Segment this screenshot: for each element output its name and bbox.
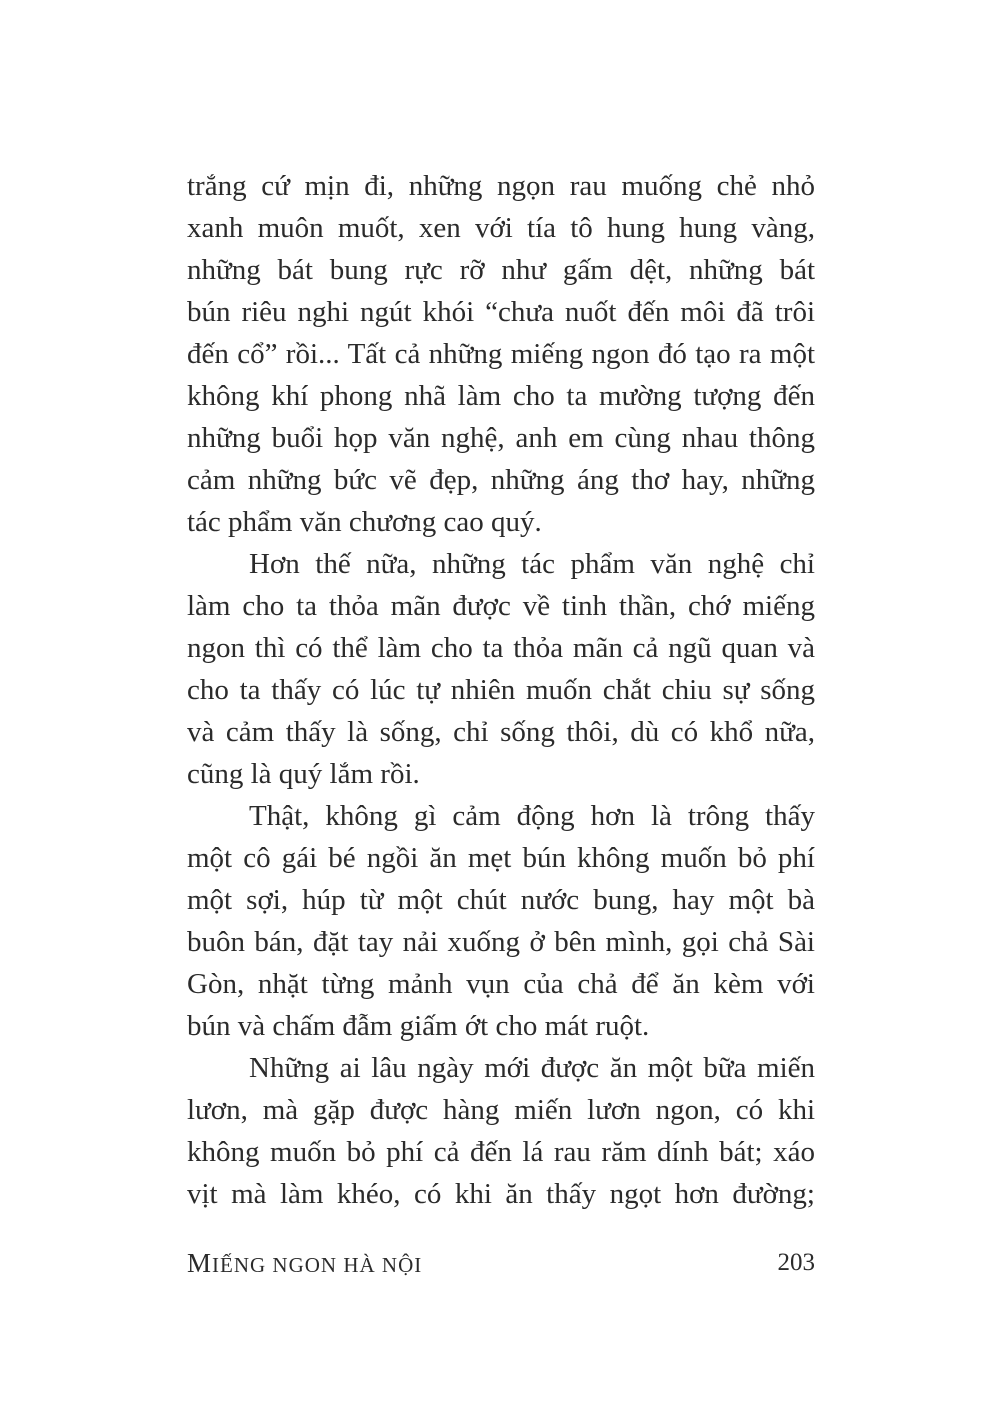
- text-line: Hơn thế nữa, những tác phẩm văn nghệ chỉ: [249, 548, 815, 580]
- text-line: những buổi họp văn nghệ, anh em cùng nhau thông: [187, 422, 815, 454]
- text-line: bún riêu nghi ngút khói “chưa nuốt đến môi đã trôi: [187, 296, 815, 328]
- running-title-initial: M: [187, 1248, 213, 1278]
- text-line: lươn, mà gặp được hàng miến lươn ngon, có khi: [187, 1094, 815, 1126]
- running-title-rest: IẾNG NGON HÀ NỘI: [212, 1253, 423, 1277]
- text-line: cảm những bức vẽ đẹp, những áng thơ hay, những: [187, 464, 815, 496]
- text-line: và cảm thấy là sống, chỉ sống thôi, dù có khổ nữa,: [187, 716, 815, 748]
- text-line: không muốn bỏ phí cả đến lá rau răm dính bát; xáo: [187, 1136, 815, 1168]
- text-line: Những ai lâu ngày mới được ăn một bữa miến: [249, 1052, 815, 1084]
- text-line: một cô gái bé ngồi ăn mẹt bún không muốn bỏ phí: [187, 842, 815, 874]
- text-line: một sợi, húp từ một chút nước bung, hay một bà: [187, 884, 815, 916]
- running-title: [187, 1245, 422, 1283]
- text-line: cũng là quý lắm rồi.: [187, 758, 420, 790]
- text-line: Thật, không gì cảm động hơn là trông thấy: [249, 800, 815, 832]
- text-line: không khí phong nhã làm cho ta mường tượng đến: [187, 380, 815, 412]
- body-text: [187, 165, 815, 1215]
- paragraph-3: [187, 795, 815, 1047]
- text-line: vịt mà làm khéo, có khi ăn thấy ngọt hơn đường;: [187, 1178, 815, 1210]
- text-line: ngon thì có thể làm cho ta thỏa mãn cả ngũ quan và: [187, 632, 815, 664]
- text-line: bún và chấm đẫm giấm ớt cho mát ruột.: [187, 1010, 650, 1042]
- text-line: Gòn, nhặt từng mảnh vụn của chả để ăn kèm với: [187, 968, 815, 1000]
- text-line: tác phẩm văn chương cao quý.: [187, 506, 542, 538]
- text-line: những bát bung rực rỡ như gấm dệt, những bát: [187, 254, 815, 286]
- page-number: 203: [777, 1249, 815, 1276]
- paragraph-1: [187, 165, 815, 543]
- text-line: buôn bán, đặt tay nải xuống ở bên mình, gọi chả Sài: [187, 926, 815, 958]
- text-line: đến cổ” rồi... Tất cả những miếng ngon đó tạo ra một: [187, 338, 815, 370]
- text-line: cho ta thấy có lúc tự nhiên muốn chắt chiu sự sống: [187, 674, 815, 706]
- text-line: xanh muôn muốt, xen với tía tô hung hung vàng,: [187, 212, 815, 244]
- paragraph-2: [187, 543, 815, 795]
- text-line: làm cho ta thỏa mãn được về tinh thần, chớ miếng: [187, 590, 815, 622]
- page-footer: [187, 1245, 815, 1281]
- paragraph-4: [187, 1047, 815, 1215]
- text-line: trắng cứ mịn đi, những ngọn rau muống chẻ nhỏ: [187, 170, 815, 202]
